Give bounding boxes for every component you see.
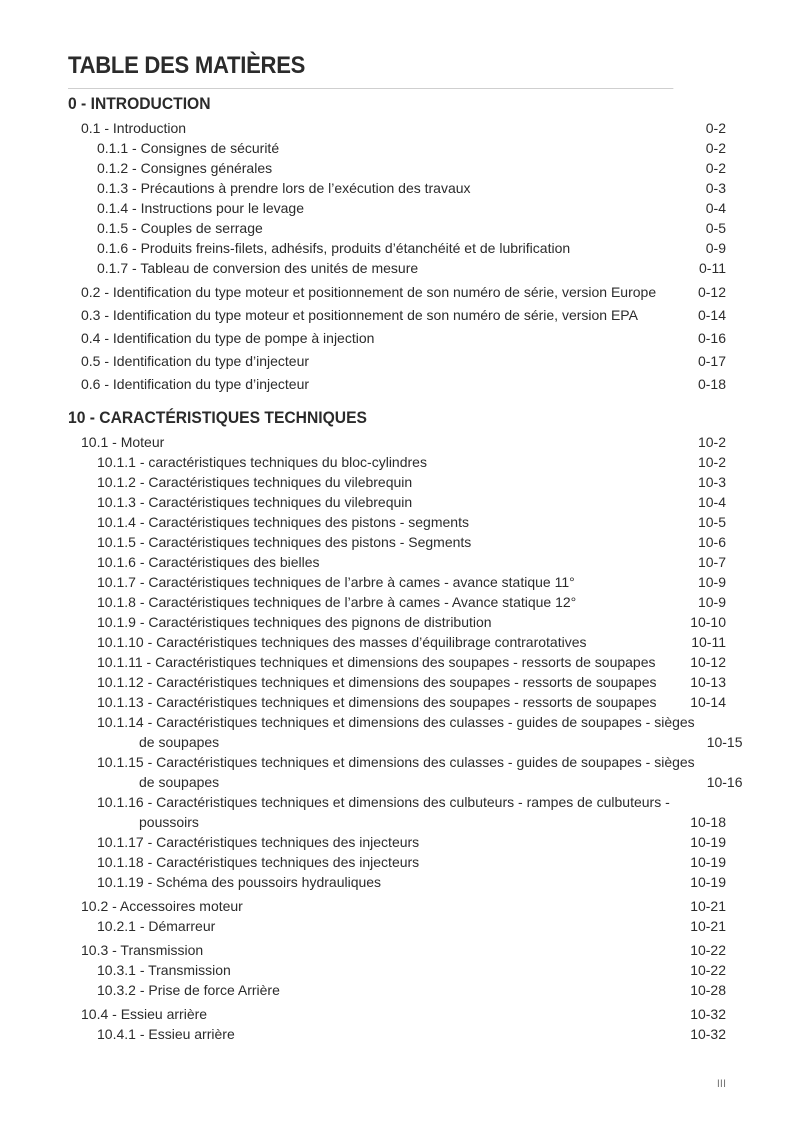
toc-entry-label (81, 940, 690, 960)
toc-entry-page-number: 0-2 (705, 160, 726, 176)
toc-entry-title: 10.1.9 - Caractéristiques techniques des pignons de distribution (97, 614, 492, 630)
toc-entry-title: 10.3.2 - Prise de force Arrière (97, 982, 280, 998)
toc-entry-title: 10.1 - Moteur (81, 434, 165, 450)
toc-entry-chapter[interactable] (68, 432, 726, 452)
toc-entry-subsection[interactable] (68, 960, 726, 980)
toc-entry-label (97, 852, 690, 872)
toc-entry-title: 0.6 - Identification du type d’injecteur (81, 376, 310, 392)
toc-entry-chapter[interactable] (68, 940, 726, 960)
toc-entry-subsection[interactable] (68, 258, 726, 278)
page-title: TABLE DES MATIÈRES (68, 52, 673, 89)
toc-entry-label (81, 282, 698, 302)
toc-entry-subsection[interactable] (68, 1024, 726, 1044)
toc-entry-title: 0.1.2 - Consignes générales (97, 160, 273, 176)
toc-entry-title-continuation: de soupapes (139, 734, 220, 750)
toc-entry-page-number: 0-5 (705, 220, 726, 236)
toc-entry-chapter[interactable] (68, 282, 726, 302)
toc-entry-label (97, 452, 698, 472)
toc-entry-chapter[interactable] (68, 1004, 726, 1024)
toc-entry-page-number: 10-19 (690, 854, 726, 870)
toc-entry-title: 0.1.3 - Précautions à prendre lors de l’exécution des travaux (97, 180, 471, 196)
toc-entry-subsection[interactable] (68, 692, 726, 712)
toc-entry-title: 10.1.4 - Caractéristiques techniques des pistons - segments (97, 514, 469, 530)
toc-entry-page-number: 10-32 (690, 1006, 726, 1022)
toc-entry-label (97, 752, 707, 792)
toc-entry-label (97, 792, 690, 832)
toc-entry-page-number: 10-13 (690, 674, 726, 690)
toc-entry-subsection[interactable] (68, 158, 726, 178)
toc-entry-title: 10.1.3 - Caractéristiques techniques du vilebrequin (97, 494, 413, 510)
toc-entry-subsection[interactable] (68, 792, 726, 832)
toc-entry-title: 10.1.16 - Caractéristiques techniques et dimensions des culbuteurs - rampes de culbuteurs - (97, 794, 670, 810)
toc-entry-title: 10.1.19 - Schéma des poussoirs hydrauliques (97, 874, 382, 890)
toc-entry-title: 10.1.10 - Caractéristiques techniques des masses d’équilibrage contrarotatives (97, 634, 587, 650)
toc-entry-label (97, 612, 690, 632)
toc-entry-label (97, 872, 690, 892)
toc-entry-label (81, 432, 698, 452)
toc-entry-page-number: 10-19 (690, 834, 726, 850)
toc-entry-label (97, 632, 691, 652)
toc-entry-label (97, 672, 690, 692)
toc-entry-label (97, 238, 706, 258)
toc-entry-label (97, 980, 690, 1000)
toc-entry-subsection[interactable] (68, 872, 726, 892)
toc-entry-title: 10.3.1 - Transmission (97, 962, 231, 978)
toc-entry-title: 10.1.14 - Caractéristiques techniques et dimensions des culasses - guides de soupapes - sièges (97, 714, 695, 730)
toc-entry-title: 10.1.7 - Caractéristiques techniques de l’arbre à cames - avance statique 11° (97, 574, 575, 590)
toc-entry-page-number: 0-2 (705, 120, 726, 136)
toc-entry-title: 10.1.1 - caractéristiques techniques du bloc-cylindres (97, 454, 427, 470)
section-heading: 10 - CARACTÉRISTIQUES TECHNIQUES (68, 408, 367, 427)
toc-entry-label (97, 178, 706, 198)
toc-entry-page-number: 10-5 (697, 514, 726, 530)
toc-entry-label (81, 305, 698, 325)
toc-entry-page-number: 10-11 (691, 634, 726, 650)
toc-entry-page-number: 0-4 (705, 200, 726, 216)
toc-entry-title: 0.1.5 - Couples de serrage (97, 220, 263, 236)
toc-entry-subsection[interactable] (68, 472, 726, 492)
toc-entry-label (97, 138, 706, 158)
toc-entry-subsection[interactable] (68, 672, 726, 692)
toc-entry-subsection[interactable] (68, 138, 726, 158)
toc-entry-page-number: 10-3 (697, 474, 726, 490)
toc-entry-page-number: 10-21 (690, 898, 726, 914)
toc-entry-title: 0.3 - Identification du type moteur et positionnement de son numéro de série, version EPA (81, 307, 638, 323)
toc-entry-title: 10.1.6 - Caractéristiques des bielles (97, 554, 320, 570)
toc-entry-label (97, 916, 690, 936)
toc-entry-title: 10.2.1 - Démarreur (97, 918, 216, 934)
toc-entry-page-number: 0-14 (697, 307, 726, 323)
toc-entry-page-number: 10-18 (690, 814, 726, 830)
toc-entry-subsection[interactable] (68, 652, 726, 672)
toc-entry-title: 10.2 - Accessoires moteur (81, 898, 243, 914)
toc-entry-title: 0.1 - Introduction (81, 120, 187, 136)
page-folio: III (716, 1078, 726, 1090)
toc-entry-title-continuation: de soupapes (139, 774, 220, 790)
toc-entry-page-number: 0-3 (705, 180, 726, 196)
toc-entry-page-number: 10-4 (697, 494, 726, 510)
toc-entry-page-number: 0-16 (697, 330, 726, 346)
toc-entry-title: 10.1.5 - Caractéristiques techniques des pistons - Segments (97, 534, 472, 550)
toc-entry-title: 0.1.4 - Instructions pour le levage (97, 200, 305, 216)
toc-entry-title: 10.1.8 - Caractéristiques techniques de l’arbre à cames - Avance statique 12° (97, 594, 577, 610)
toc-entry-page-number: 10-16 (706, 774, 743, 790)
toc-entry-page-number: 10-28 (690, 982, 726, 998)
toc-entry-chapter[interactable] (68, 305, 726, 325)
toc-entry-title: 0.1.7 - Tableau de conversion des unités de mesure (97, 260, 419, 276)
toc-entry-chapter[interactable] (68, 351, 726, 371)
toc-entry-subsection[interactable] (68, 916, 726, 936)
toc-entry-label (97, 512, 698, 532)
toc-entry-label (81, 351, 698, 371)
toc-entry-subsection[interactable] (68, 612, 726, 632)
toc-entry-title: 0.2 - Identification du type moteur et positionnement de son numéro de série, version Europe (81, 284, 657, 300)
toc-entry-page-number: 10-15 (706, 734, 743, 750)
toc-entry-page-number: 10-22 (690, 962, 726, 978)
toc-entry-page-number: 0-17 (697, 353, 726, 369)
toc-entry-label (97, 652, 690, 672)
toc-entry-label (97, 198, 706, 218)
toc-entry-label (97, 258, 699, 278)
toc-entry-page-number: 10-9 (697, 574, 726, 590)
toc-entry-subsection[interactable] (68, 712, 743, 752)
toc-entry-chapter[interactable] (68, 896, 726, 916)
toc-entry-chapter[interactable] (68, 328, 726, 348)
toc-entry-title: 10.1.2 - Caractéristiques techniques du vilebrequin (97, 474, 413, 490)
toc-entry-subsection[interactable] (68, 492, 726, 512)
toc-entry-label (97, 692, 690, 712)
toc-entry-subsection[interactable] (68, 452, 726, 472)
toc-entry-title: 10.1.18 - Caractéristiques techniques des injecteurs (97, 854, 420, 870)
toc-entry-title: 10.4.1 - Essieu arrière (97, 1026, 235, 1042)
toc-entry-page-number: 0-11 (699, 260, 726, 276)
toc-page (68, 52, 743, 1044)
toc-entry-page-number: 0-18 (697, 376, 726, 392)
toc-entry-page-number: 10-19 (690, 874, 726, 890)
toc-entry-title-continuation: poussoirs (139, 814, 199, 830)
toc-entry-page-number: 10-32 (690, 1026, 726, 1042)
toc-entry-label (81, 896, 690, 916)
toc-entry-subsection[interactable] (68, 238, 726, 258)
toc-entry-subsection[interactable] (68, 852, 726, 872)
toc-entry-subsection[interactable] (68, 832, 726, 852)
toc-entry-label (97, 532, 698, 552)
toc-entry-title: 0.4 - Identification du type de pompe à injection (81, 330, 375, 346)
toc-entry-page-number: 10-14 (690, 694, 726, 710)
toc-entry-label (97, 712, 707, 752)
toc-entry-title: 10.1.12 - Caractéristiques techniques et dimensions des soupapes - ressorts de soupapes (97, 674, 657, 690)
toc-entry-subsection[interactable] (68, 632, 726, 652)
toc-entry-title: 0.5 - Identification du type d’injecteur (81, 353, 310, 369)
toc-entry-subsection[interactable] (68, 980, 726, 1000)
toc-entry-title: 10.1.17 - Caractéristiques techniques des injecteurs (97, 834, 420, 850)
toc-entry-page-number: 0-9 (705, 240, 726, 256)
toc-entry-title: 10.1.13 - Caractéristiques techniques et dimensions des soupapes - ressorts de soupapes (97, 694, 657, 710)
toc-entry-subsection[interactable] (68, 218, 726, 238)
toc-entry-subsection[interactable] (68, 572, 726, 592)
toc-entry-label (97, 492, 698, 512)
toc-entry-subsection[interactable] (68, 592, 726, 612)
toc-entry-label (81, 1004, 690, 1024)
section-heading: 0 - INTRODUCTION (68, 94, 211, 113)
toc-entry-title: 10.1.15 - Caractéristiques techniques et dimensions des culasses - guides de soupapes - sièges (97, 754, 695, 770)
toc-entry-label (97, 960, 690, 980)
toc-entry-chapter[interactable] (68, 374, 726, 394)
toc-entry-title: 0.1.6 - Produits freins-filets, adhésifs, produits d’étanchéité et de lubrification (97, 240, 571, 256)
toc-entry-subsection[interactable] (68, 512, 726, 532)
toc-entry-subsection[interactable] (68, 198, 726, 218)
toc-entry-chapter[interactable] (68, 118, 726, 138)
toc-body (68, 94, 743, 1044)
toc-entry-page-number: 10-21 (690, 918, 726, 934)
toc-entry-label (97, 1024, 690, 1044)
toc-entry-page-number: 10-9 (697, 594, 726, 610)
toc-entry-page-number: 10-22 (690, 942, 726, 958)
toc-entry-subsection[interactable] (68, 552, 726, 572)
toc-entry-title: 0.1.1 - Consignes de sécurité (97, 140, 280, 156)
toc-entry-page-number: 0-2 (705, 140, 726, 156)
toc-entry-page-number: 10-7 (697, 554, 726, 570)
toc-entry-label (81, 118, 706, 138)
toc-entry-label (81, 374, 698, 394)
toc-entry-label (97, 832, 690, 852)
toc-entry-label (97, 592, 698, 612)
toc-entry-page-number: 10-2 (697, 434, 726, 450)
toc-entry-label (97, 218, 706, 238)
toc-entry-label (81, 328, 698, 348)
toc-entry-title: 10.4 - Essieu arrière (81, 1006, 208, 1022)
toc-entry-page-number: 10-6 (697, 534, 726, 550)
toc-entry-title: 10.1.11 - Caractéristiques techniques et dimensions des soupapes - ressorts de soupapes (97, 654, 656, 670)
toc-entry-title: 10.3 - Transmission (81, 942, 204, 958)
toc-entry-page-number: 10-10 (690, 614, 726, 630)
toc-entry-page-number: 10-2 (697, 454, 726, 470)
toc-entry-label (97, 472, 698, 492)
toc-entry-label (97, 552, 698, 572)
toc-entry-subsection[interactable] (68, 178, 726, 198)
toc-entry-page-number: 10-12 (690, 654, 726, 670)
toc-entry-subsection[interactable] (68, 752, 743, 792)
toc-entry-label (97, 572, 698, 592)
toc-entry-page-number: 0-12 (697, 284, 726, 300)
toc-entry-subsection[interactable] (68, 532, 726, 552)
toc-entry-label (97, 158, 706, 178)
